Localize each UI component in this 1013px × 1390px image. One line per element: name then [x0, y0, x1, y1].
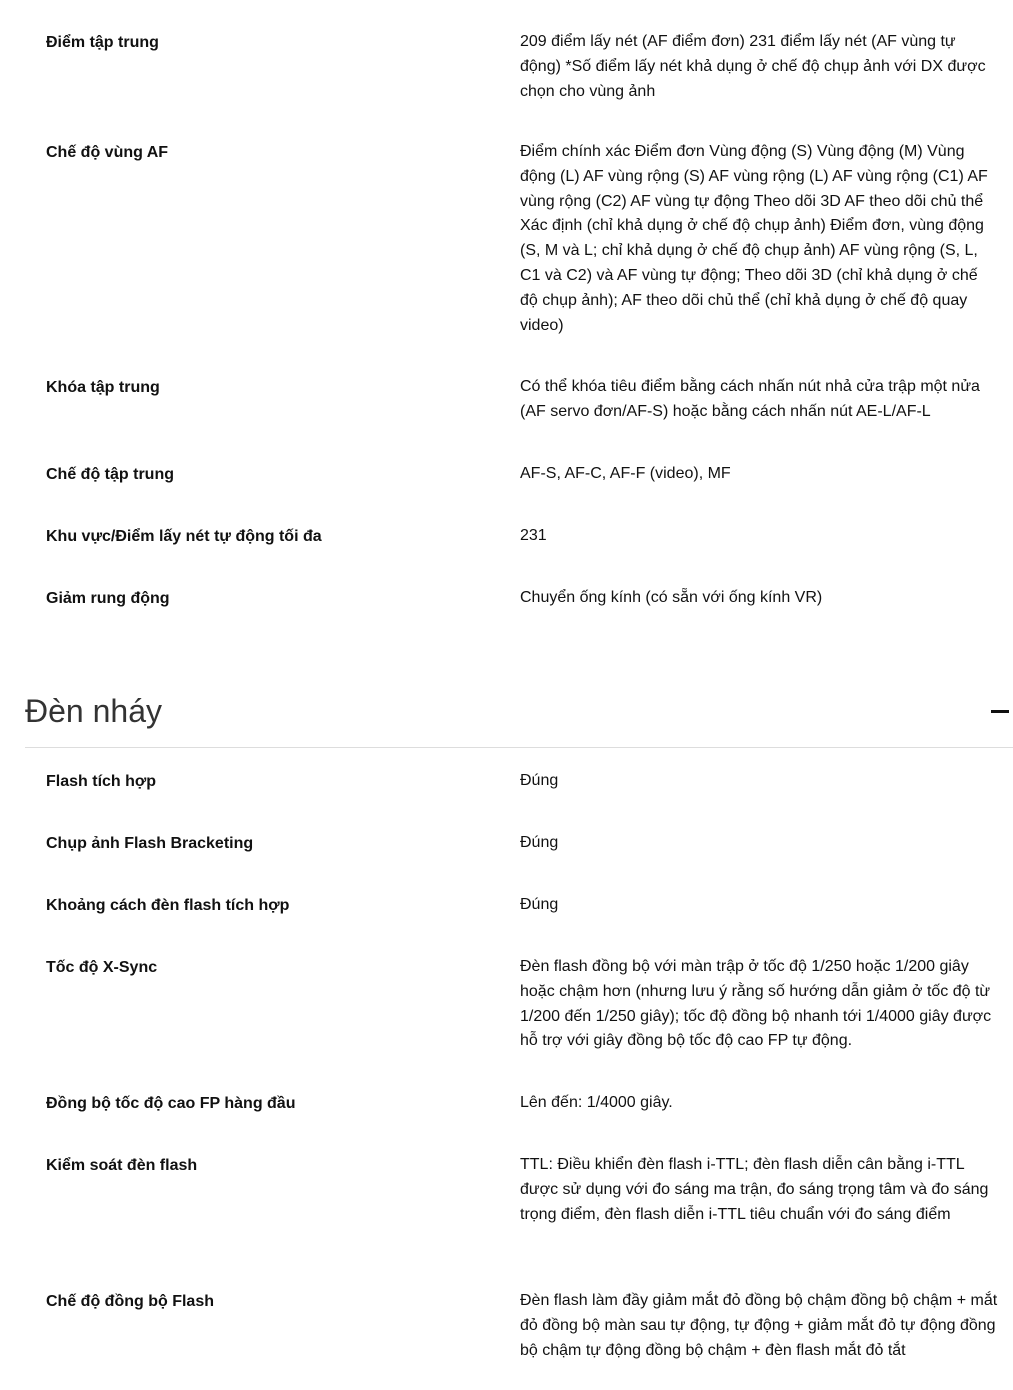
flash-section-header[interactable] [25, 688, 1013, 748]
spec-value: 231 [520, 527, 547, 544]
spec-value: 209 điểm lấy nét (AF điểm đơn) 231 điểm lấy nét (AF vùng tự động) *Số điểm lấy nét khả dụng ở chế độ chụp ảnh với DX được chọn cho vùng ảnh [520, 33, 986, 100]
spec-label: Flash tích hợp [46, 773, 157, 790]
spec-value: Đúng [520, 896, 559, 913]
spec-label: Điểm tập trung [46, 34, 159, 51]
spec-value: TTL: Điều khiển đèn flash i-TTL; đèn flash diễn cân bằng i-TTL được sử dụng với đo sáng ma trận, đo sáng trọng tâm và đo sáng trọng điểm, đèn flash diễn i-TTL tiêu chuẩn với đo sáng điểm [520, 1156, 989, 1223]
spec-value: Đúng [520, 834, 559, 851]
spec-label: Chụp ảnh Flash Bracketing [46, 835, 254, 852]
spec-label: Đồng bộ tốc độ cao FP hàng đầu [46, 1095, 296, 1112]
spec-label: Kiểm soát đèn flash [46, 1157, 198, 1174]
spec-value: Điểm chính xác Điểm đơn Vùng động (S) Vùng động (M) Vùng động (L) AF vùng rộng (S) AF vùng rộng (L) AF vùng rộng (C1) AF vùng rộng (C2) AF vùng tự động Theo dõi 3D AF theo dõi chủ thể Xác định (chỉ khả dụng ở chế độ chụp ảnh) Điểm đơn, vùng động (S, M và L; chỉ khả dụng ở chế độ chụp ảnh) AF vùng rộng (S, L, C1 và C2) và AF vùng tự động; Theo dõi 3D (chỉ khả dụng ở chế độ chụp ảnh); AF theo dõi chủ thể (chỉ khả dụng ở chế độ quay video) [520, 143, 988, 334]
spec-label: Giảm rung động [46, 590, 170, 607]
spec-value: Đèn flash làm đầy giảm mắt đỏ đồng bộ chậm đồng bộ chậm + mắt đỏ đồng bộ màn sau tự động, tự động + giảm mắt đỏ tự động đồng bộ chậm tự động đồng bộ chậm + đèn flash mắt đỏ tắt [520, 1292, 998, 1359]
collapse-button[interactable] [989, 700, 1013, 724]
spec-label: Khu vực/Điểm lấy nét tự động tối đa [46, 528, 322, 545]
spec-label: Chế độ tập trung [46, 466, 174, 483]
spec-label: Chế độ đồng bộ Flash [46, 1293, 214, 1310]
minus-icon [991, 710, 1009, 713]
section-title: Đèn nháy [25, 693, 162, 729]
spec-label: Chế độ vùng AF [46, 144, 169, 161]
spec-value: Đúng [520, 772, 559, 789]
spec-value: Có thể khóa tiêu điểm bằng cách nhấn nút nhả cửa trập một nửa (AF servo đơn/AF-S) hoặc bằng cách nhấn nút AE-L/AF-L [520, 378, 980, 420]
spec-value: Lên đến: 1/4000 giây. [520, 1094, 673, 1111]
spec-label: Khóa tập trung [46, 379, 160, 396]
spec-label: Tốc độ X-Sync [46, 959, 158, 976]
spec-value: AF-S, AF-C, AF-F (video), MF [520, 465, 731, 482]
spec-value: Đèn flash đồng bộ với màn trập ở tốc độ 1/250 hoặc 1/200 giây hoặc chậm hơn (nhưng lưu ý rằng số hướng dẫn giảm ở tốc độ từ 1/200 đến 1/250 giây); tốc độ đồng bộ nhanh tới 1/4000 giây được hỗ trợ với giây đồng bộ tốc độ cao FP tự động. [520, 958, 992, 1050]
spec-label: Khoảng cách đèn flash tích hợp [46, 897, 290, 914]
spec-value: Chuyển ống kính (có sẵn với ống kính VR) [520, 589, 823, 606]
